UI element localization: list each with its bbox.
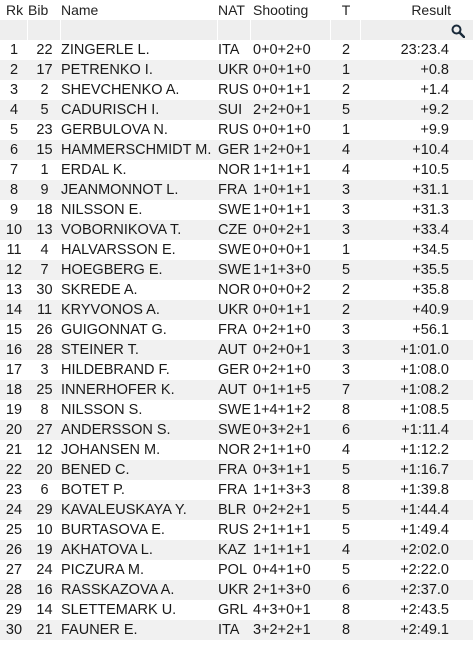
cell-bib: 22: [36, 42, 53, 58]
cell-bib: 30: [36, 282, 53, 298]
cell-shooting: 0+3+1+1: [253, 462, 311, 478]
cell-bib: 10: [36, 522, 53, 538]
cell-name: VOBORNIKOVA T.: [61, 222, 182, 238]
cell-result: +31.3: [412, 202, 449, 218]
cell-nation: POL: [218, 562, 248, 578]
cell-rank: 27: [5, 562, 23, 578]
cell-shooting: 0+0+0+2: [253, 282, 311, 298]
table-header: [0, 0, 473, 20]
table-row[interactable]: [0, 320, 473, 340]
cell-rank: 6: [9, 142, 19, 158]
table-row[interactable]: [0, 40, 473, 60]
cell-rank: 8: [9, 182, 19, 198]
table-row[interactable]: [0, 440, 473, 460]
cell-nation: SWE: [218, 262, 251, 278]
cell-nation: RUS: [218, 82, 249, 98]
cell-name: KAVALEUSKAYA Y.: [61, 502, 187, 518]
cell-nation: CZE: [218, 222, 247, 238]
cell-shooting: 1+2+0+1: [253, 142, 311, 158]
cell-nation: SWE: [218, 202, 251, 218]
cell-shooting: 1+1+3+0: [253, 262, 311, 278]
cell-name: GUIGONNAT G.: [61, 322, 167, 338]
cell-nation: UKR: [218, 302, 249, 318]
cell-total: 7: [341, 382, 351, 398]
cell-bib: 8: [40, 402, 49, 418]
cell-bib: 5: [40, 102, 49, 118]
table-row[interactable]: [0, 400, 473, 420]
cell-name: ANDERSSON S.: [61, 422, 171, 438]
cell-rank: 10: [5, 222, 23, 238]
cell-total: 5: [341, 562, 351, 578]
cell-shooting: 2+1+3+0: [253, 582, 311, 598]
cell-shooting: 4+3+0+1: [253, 602, 311, 618]
cell-nation: UKR: [218, 62, 249, 78]
cell-shooting: 1+0+1+1: [253, 202, 311, 218]
cell-result: +35.8: [412, 282, 449, 298]
cell-total: 8: [341, 482, 351, 498]
cell-shooting: 0+2+0+1: [253, 342, 311, 358]
cell-total: 2: [341, 302, 351, 318]
cell-rank: 29: [5, 602, 23, 618]
table-row[interactable]: [0, 420, 473, 440]
cell-result: +2:43.5: [400, 602, 449, 618]
cell-shooting: 2+1+1+1: [253, 522, 311, 538]
cell-nation: NOR: [218, 162, 251, 178]
cell-result: +1:12.2: [400, 442, 449, 458]
cell-result: +1:11.4: [401, 422, 449, 438]
table-row[interactable]: [0, 340, 473, 360]
cell-bib: 1: [40, 162, 49, 178]
cell-name: BOTET P.: [61, 482, 125, 498]
cell-total: 5: [341, 462, 351, 478]
cell-rank: 26: [5, 542, 23, 558]
cell-total: 3: [341, 322, 351, 338]
cell-result: +2:22.0: [400, 562, 449, 578]
cell-name: HAMMERSCHMIDT M.: [61, 142, 212, 158]
cell-result: +33.4: [412, 222, 449, 238]
cell-rank: 2: [9, 62, 19, 78]
filter-shooting[interactable]: [251, 20, 331, 40]
cell-total: 4: [341, 162, 351, 178]
table-row[interactable]: [0, 200, 473, 220]
cell-result: +40.9: [412, 302, 449, 318]
cell-name: GERBULOVA N.: [61, 122, 168, 138]
cell-result: +2:02.0: [400, 542, 449, 558]
cell-total: 8: [341, 622, 351, 638]
cell-name: FAUNER E.: [61, 622, 138, 638]
table-row[interactable]: [0, 100, 473, 120]
cell-name: HOEGBERG E.: [61, 262, 163, 278]
cell-rank: 13: [5, 282, 23, 298]
cell-nation: BLR: [218, 502, 247, 518]
cell-total: 3: [341, 222, 351, 238]
cell-result: +1:08.0: [400, 362, 449, 378]
cell-shooting: 0+0+1+0: [253, 122, 311, 138]
cell-name: BENED C.: [61, 462, 130, 478]
cell-shooting: 1+1+3+3: [253, 482, 311, 498]
cell-bib: 2: [40, 82, 49, 98]
cell-nation: SWE: [218, 242, 251, 258]
cell-name: KRYVONOS A.: [61, 302, 160, 318]
cell-bib: 16: [36, 582, 53, 598]
table-row[interactable]: [0, 140, 473, 160]
cell-name: SKREDE A.: [61, 282, 138, 298]
cell-name: JEANMONNOT L.: [61, 182, 179, 198]
cell-result: +10.5: [412, 162, 449, 178]
table-row[interactable]: [0, 80, 473, 100]
table-body: [0, 40, 473, 640]
cell-rank: 15: [5, 322, 23, 338]
cell-bib: 14: [36, 602, 53, 618]
cell-name: SLETTEMARK U.: [61, 602, 177, 618]
cell-result: +1.4: [420, 82, 449, 98]
cell-result: +2:37.0: [400, 582, 449, 598]
table-row[interactable]: [0, 560, 473, 580]
header-name[interactable]: Name: [61, 2, 99, 18]
cell-name: HALVARSSON E.: [61, 242, 176, 258]
cell-total: 8: [341, 402, 351, 418]
cell-shooting: 0+0+2+0: [253, 42, 311, 58]
table-row[interactable]: [0, 180, 473, 200]
table-row[interactable]: [0, 280, 473, 300]
table-row[interactable]: [0, 500, 473, 520]
cell-bib: 29: [36, 502, 53, 518]
cell-nation: GER: [218, 362, 250, 378]
header-rank[interactable]: Rk: [6, 2, 24, 18]
cell-shooting: 0+0+1+1: [253, 82, 311, 98]
table-row[interactable]: [0, 240, 473, 260]
cell-name: SHEVCHENKO A.: [61, 82, 180, 98]
cell-nation: FRA: [218, 182, 247, 198]
cell-rank: 30: [5, 622, 23, 638]
cell-rank: 23: [5, 482, 23, 498]
cell-nation: GRL: [218, 602, 248, 618]
cell-bib: 21: [36, 622, 53, 638]
table-row[interactable]: [0, 160, 473, 180]
table-row[interactable]: [0, 620, 473, 640]
cell-rank: 4: [9, 102, 19, 118]
cell-result: 23:23.4: [400, 42, 449, 58]
cell-name: RASSKAZOVA A.: [61, 582, 175, 598]
header-bib[interactable]: Bib: [28, 2, 49, 18]
cell-total: 1: [341, 122, 351, 138]
cell-rank: 21: [5, 442, 23, 458]
cell-result: +34.5: [412, 242, 449, 258]
cell-result: +1:16.7: [400, 462, 449, 478]
cell-shooting: 1+4+1+2: [253, 402, 311, 418]
cell-total: 4: [341, 442, 351, 458]
header-nation[interactable]: NAT: [218, 2, 245, 18]
cell-total: 6: [341, 422, 351, 438]
cell-name: ERDAL K.: [61, 162, 127, 178]
table-row[interactable]: [0, 220, 473, 240]
cell-rank: 9: [9, 202, 19, 218]
cell-rank: 18: [5, 382, 23, 398]
cell-shooting: 1+0+1+1: [253, 182, 311, 198]
cell-name: AKHATOVA L.: [61, 542, 153, 558]
cell-bib: 28: [36, 342, 53, 358]
cell-rank: 5: [9, 122, 19, 138]
cell-rank: 28: [5, 582, 23, 598]
cell-result: +0.8: [420, 62, 449, 78]
table-row[interactable]: [0, 360, 473, 380]
cell-total: 6: [341, 582, 351, 598]
cell-total: 2: [341, 82, 351, 98]
cell-shooting: 0+1+1+5: [253, 382, 311, 398]
cell-nation: ITA: [218, 622, 240, 638]
cell-nation: NOR: [218, 282, 251, 298]
table-row[interactable]: [0, 300, 473, 320]
table-row[interactable]: [0, 580, 473, 600]
cell-name: CADURISCH I.: [61, 102, 160, 118]
cell-name: STEINER T.: [61, 342, 139, 358]
cell-name: JOHANSEN M.: [61, 442, 161, 458]
cell-nation: NOR: [218, 442, 251, 458]
cell-shooting: 2+1+1+0: [253, 442, 311, 458]
cell-shooting: 0+3+2+1: [253, 422, 311, 438]
cell-bib: 24: [36, 562, 53, 578]
cell-total: 5: [341, 102, 351, 118]
cell-nation: RUS: [218, 122, 249, 138]
cell-total: 8: [341, 602, 351, 618]
header-result[interactable]: Result: [411, 2, 451, 18]
cell-nation: SWE: [218, 402, 251, 418]
cell-total: 3: [341, 342, 351, 358]
cell-nation: SUI: [218, 102, 243, 118]
cell-bib: 25: [36, 382, 53, 398]
cell-shooting: 0+4+1+0: [253, 562, 311, 578]
cell-nation: FRA: [218, 482, 247, 498]
cell-shooting: 1+1+1+1: [253, 162, 311, 178]
cell-total: 5: [341, 522, 351, 538]
cell-name: HILDEBRAND F.: [61, 362, 170, 378]
cell-total: 5: [341, 262, 351, 278]
table-row[interactable]: [0, 600, 473, 620]
cell-rank: 16: [5, 342, 23, 358]
cell-rank: 17: [5, 362, 23, 378]
filter-name[interactable]: [61, 20, 218, 40]
cell-rank: 20: [5, 422, 23, 438]
table-row[interactable]: [0, 380, 473, 400]
cell-nation: FRA: [218, 322, 247, 338]
cell-rank: 11: [6, 242, 22, 258]
cell-rank: 25: [5, 522, 23, 538]
cell-name: NILSSON E.: [61, 202, 143, 218]
cell-bib: 15: [36, 142, 53, 158]
cell-total: 2: [341, 42, 351, 58]
cell-name: BURTASOVA E.: [61, 522, 165, 538]
cell-shooting: 2+2+0+1: [253, 102, 311, 118]
table-row[interactable]: [0, 60, 473, 80]
cell-nation: GER: [218, 142, 250, 158]
cell-total: 1: [341, 62, 351, 78]
cell-rank: 3: [9, 82, 19, 98]
cell-total: 3: [341, 182, 351, 198]
cell-result: +1:39.8: [400, 482, 449, 498]
cell-rank: 19: [5, 402, 23, 418]
cell-result: +35.5: [412, 262, 449, 278]
cell-result: +9.2: [420, 102, 449, 118]
cell-result: +2:49.1: [400, 622, 449, 638]
cell-name: PETRENKO I.: [61, 62, 153, 78]
cell-result: +1:01.0: [400, 342, 449, 358]
cell-nation: UKR: [218, 582, 249, 598]
cell-rank: 22: [5, 462, 23, 478]
filter-nation[interactable]: [218, 20, 251, 40]
cell-bib: 17: [36, 62, 53, 78]
cell-rank: 14: [5, 302, 23, 318]
table-row[interactable]: [0, 460, 473, 480]
filter-total[interactable]: [331, 20, 361, 40]
cell-shooting: 0+0+2+1: [253, 222, 311, 238]
cell-shooting: 0+2+1+0: [253, 322, 311, 338]
table-row[interactable]: [0, 480, 473, 500]
cell-shooting: 1+1+1+1: [253, 542, 311, 558]
cell-shooting: 0+0+1+0: [253, 62, 311, 78]
cell-bib: 11: [36, 302, 53, 318]
cell-bib: 7: [40, 262, 49, 278]
cell-result: +1:44.4: [400, 502, 449, 518]
cell-total: 2: [341, 282, 351, 298]
cell-result: +9.9: [420, 122, 449, 138]
cell-nation: ITA: [218, 42, 240, 58]
cell-result: +56.1: [412, 322, 449, 338]
cell-name: PICZURA M.: [61, 562, 144, 578]
cell-rank: 12: [5, 262, 23, 278]
cell-total: 4: [341, 542, 351, 558]
cell-bib: 9: [40, 182, 49, 198]
cell-name: INNERHOFER K.: [61, 382, 175, 398]
cell-bib: 4: [40, 242, 49, 258]
cell-total: 3: [341, 362, 351, 378]
cell-total: 3: [341, 202, 351, 218]
cell-bib: 13: [36, 222, 53, 238]
cell-rank: 7: [9, 162, 19, 178]
cell-total: 5: [341, 502, 351, 518]
cell-result: +10.4: [412, 142, 449, 158]
cell-bib: 19: [36, 542, 53, 558]
cell-shooting: 0+0+0+1: [253, 242, 311, 258]
cell-nation: FRA: [218, 462, 247, 478]
cell-shooting: 0+0+1+1: [253, 302, 311, 318]
cell-nation: SWE: [218, 422, 251, 438]
table-row[interactable]: [0, 540, 473, 560]
table-row[interactable]: [0, 520, 473, 540]
cell-total: 4: [341, 142, 351, 158]
table-row[interactable]: [0, 260, 473, 280]
cell-bib: 27: [36, 422, 53, 438]
cell-nation: AUT: [218, 342, 247, 358]
cell-result: +1:49.4: [400, 522, 449, 538]
filter-bib[interactable]: [28, 20, 61, 40]
filter-row: [0, 20, 473, 40]
table-row[interactable]: [0, 120, 473, 140]
cell-rank: 24: [5, 502, 23, 518]
cell-result: +1:08.5: [400, 402, 449, 418]
cell-bib: 18: [36, 202, 53, 218]
header-total[interactable]: T: [341, 2, 351, 18]
cell-result: +31.1: [412, 182, 449, 198]
cell-bib: 23: [36, 122, 53, 138]
cell-shooting: 0+2+1+0: [253, 362, 311, 378]
cell-name: ZINGERLE L.: [61, 42, 150, 58]
search-icon[interactable]: [451, 24, 465, 38]
cell-bib: 3: [40, 362, 49, 378]
cell-nation: AUT: [218, 382, 247, 398]
cell-shooting: 3+2+2+1: [253, 622, 311, 638]
cell-bib: 12: [36, 442, 53, 458]
cell-bib: 6: [40, 482, 49, 498]
cell-total: 1: [341, 242, 351, 258]
header-shooting[interactable]: Shooting: [253, 2, 309, 18]
cell-shooting: 0+2+2+1: [253, 502, 311, 518]
cell-nation: KAZ: [218, 542, 247, 558]
cell-nation: RUS: [218, 522, 249, 538]
cell-bib: 26: [36, 322, 53, 338]
cell-bib: 20: [36, 462, 53, 478]
cell-name: NILSSON S.: [61, 402, 143, 418]
cell-rank: 1: [9, 42, 19, 58]
filter-rank[interactable]: [0, 20, 28, 40]
cell-result: +1:08.2: [400, 382, 449, 398]
